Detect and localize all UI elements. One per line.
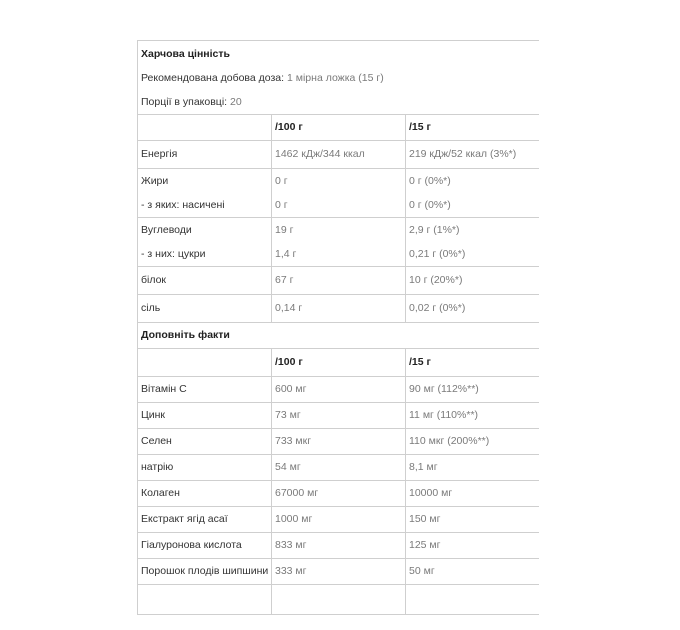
row-per15: 110 мкг (200%**) [406, 429, 540, 455]
dose-label: Рекомендована добова доза: [141, 72, 285, 84]
row-per15: 11 мг (110%**) [406, 403, 540, 429]
sugars-per100: 1,4 г [275, 248, 297, 260]
table-row [138, 507, 540, 533]
energy-per15: 219 кДж/52 ккал (3%*) [406, 141, 540, 169]
carbs-per100-cell [272, 218, 406, 267]
supplement-header-per15: /15 г [406, 349, 540, 377]
row-name: Порошок плодів шипшини [138, 559, 272, 585]
row-name: Вітамін С [138, 377, 272, 403]
row-name: натрію [138, 455, 272, 481]
salt-per100: 0,14 г [272, 295, 406, 323]
salt-name: сіль [138, 295, 272, 323]
fat-per15: 0 г (0%*) [409, 175, 451, 187]
fat-row [138, 169, 540, 218]
sugars-name: - з них: цукри [141, 248, 206, 260]
row-per100: 54 мг [272, 455, 406, 481]
row-per100: 73 мг [272, 403, 406, 429]
carbs-name: Вуглеводи [141, 224, 192, 236]
row-per100: 333 мг [272, 559, 406, 585]
cutoff-cell [272, 585, 406, 615]
row-per15: 8,1 мг [406, 455, 540, 481]
fat-name: Жири [141, 175, 169, 187]
row-name: Екстракт ягід асаї [138, 507, 272, 533]
recommended-dose [141, 66, 536, 90]
table-row [138, 559, 540, 585]
row-name: Селен [138, 429, 272, 455]
supplement-header-row [138, 349, 540, 377]
supplement-title-row [138, 323, 540, 349]
saturated-per15: 0 г (0%*) [409, 199, 451, 211]
header-empty-cell [138, 115, 272, 141]
protein-name: білок [138, 267, 272, 295]
fat-per100-cell [272, 169, 406, 218]
energy-row [138, 141, 540, 169]
sugars-per15: 0,21 г (0%*) [409, 248, 466, 260]
fat-per100: 0 г [275, 175, 288, 187]
row-name: Колаген [138, 481, 272, 507]
intro-row [138, 41, 540, 115]
servings-per-package [141, 90, 536, 114]
supplement-header-per100: /100 г [272, 349, 406, 377]
fat-name-cell [138, 169, 272, 218]
carbs-row [138, 218, 540, 267]
protein-row [138, 267, 540, 295]
table-row-cutoff [138, 585, 540, 615]
cutoff-cell [138, 585, 272, 615]
row-per100: 733 мкг [272, 429, 406, 455]
protein-per100: 67 г [272, 267, 406, 295]
row-per15: 125 мг [406, 533, 540, 559]
supplement-header-empty [138, 349, 272, 377]
dose-value: 1 мірна ложка (15 г) [287, 72, 384, 84]
carbs-per15: 2,9 г (1%*) [409, 224, 460, 236]
servings-value: 20 [230, 96, 242, 108]
nutrition-title: Харчова цінність [141, 48, 230, 60]
fat-per15-cell [406, 169, 540, 218]
table-row [138, 455, 540, 481]
row-per100: 67000 мг [272, 481, 406, 507]
row-name: Цинк [138, 403, 272, 429]
row-per15: 10000 мг [406, 481, 540, 507]
carbs-per100: 19 г [275, 224, 294, 236]
intro-cell [138, 41, 540, 115]
carbs-name-cell [138, 218, 272, 267]
row-name: Гіалуронова кислота [138, 533, 272, 559]
nutrition-facts-table-wrapper [137, 40, 539, 630]
supplement-title: Доповніть факти [138, 323, 540, 349]
cutoff-cell [406, 585, 540, 615]
table-row [138, 533, 540, 559]
table-row [138, 429, 540, 455]
carbs-per15-cell [406, 218, 540, 267]
table-row [138, 377, 540, 403]
saturated-per100: 0 г [275, 199, 288, 211]
servings-label: Порції в упаковці: [141, 96, 228, 108]
row-per100: 833 мг [272, 533, 406, 559]
row-per15: 50 мг [406, 559, 540, 585]
table-row [138, 403, 540, 429]
salt-row [138, 295, 540, 323]
header-per100: /100 г [272, 115, 406, 141]
energy-name: Енергія [138, 141, 272, 169]
nutrition-facts-table [137, 40, 539, 615]
table-row [138, 481, 540, 507]
energy-per100: 1462 кДж/344 ккал [272, 141, 406, 169]
row-per15: 150 мг [406, 507, 540, 533]
salt-per15: 0,02 г (0%*) [406, 295, 540, 323]
protein-per15: 10 г (20%*) [406, 267, 540, 295]
row-per15: 90 мг (112%**) [406, 377, 540, 403]
nutrition-header-row [138, 115, 540, 141]
header-per15: /15 г [406, 115, 540, 141]
row-per100: 600 мг [272, 377, 406, 403]
row-per100: 1000 мг [272, 507, 406, 533]
saturated-name: - з яких: насичені [141, 199, 225, 211]
